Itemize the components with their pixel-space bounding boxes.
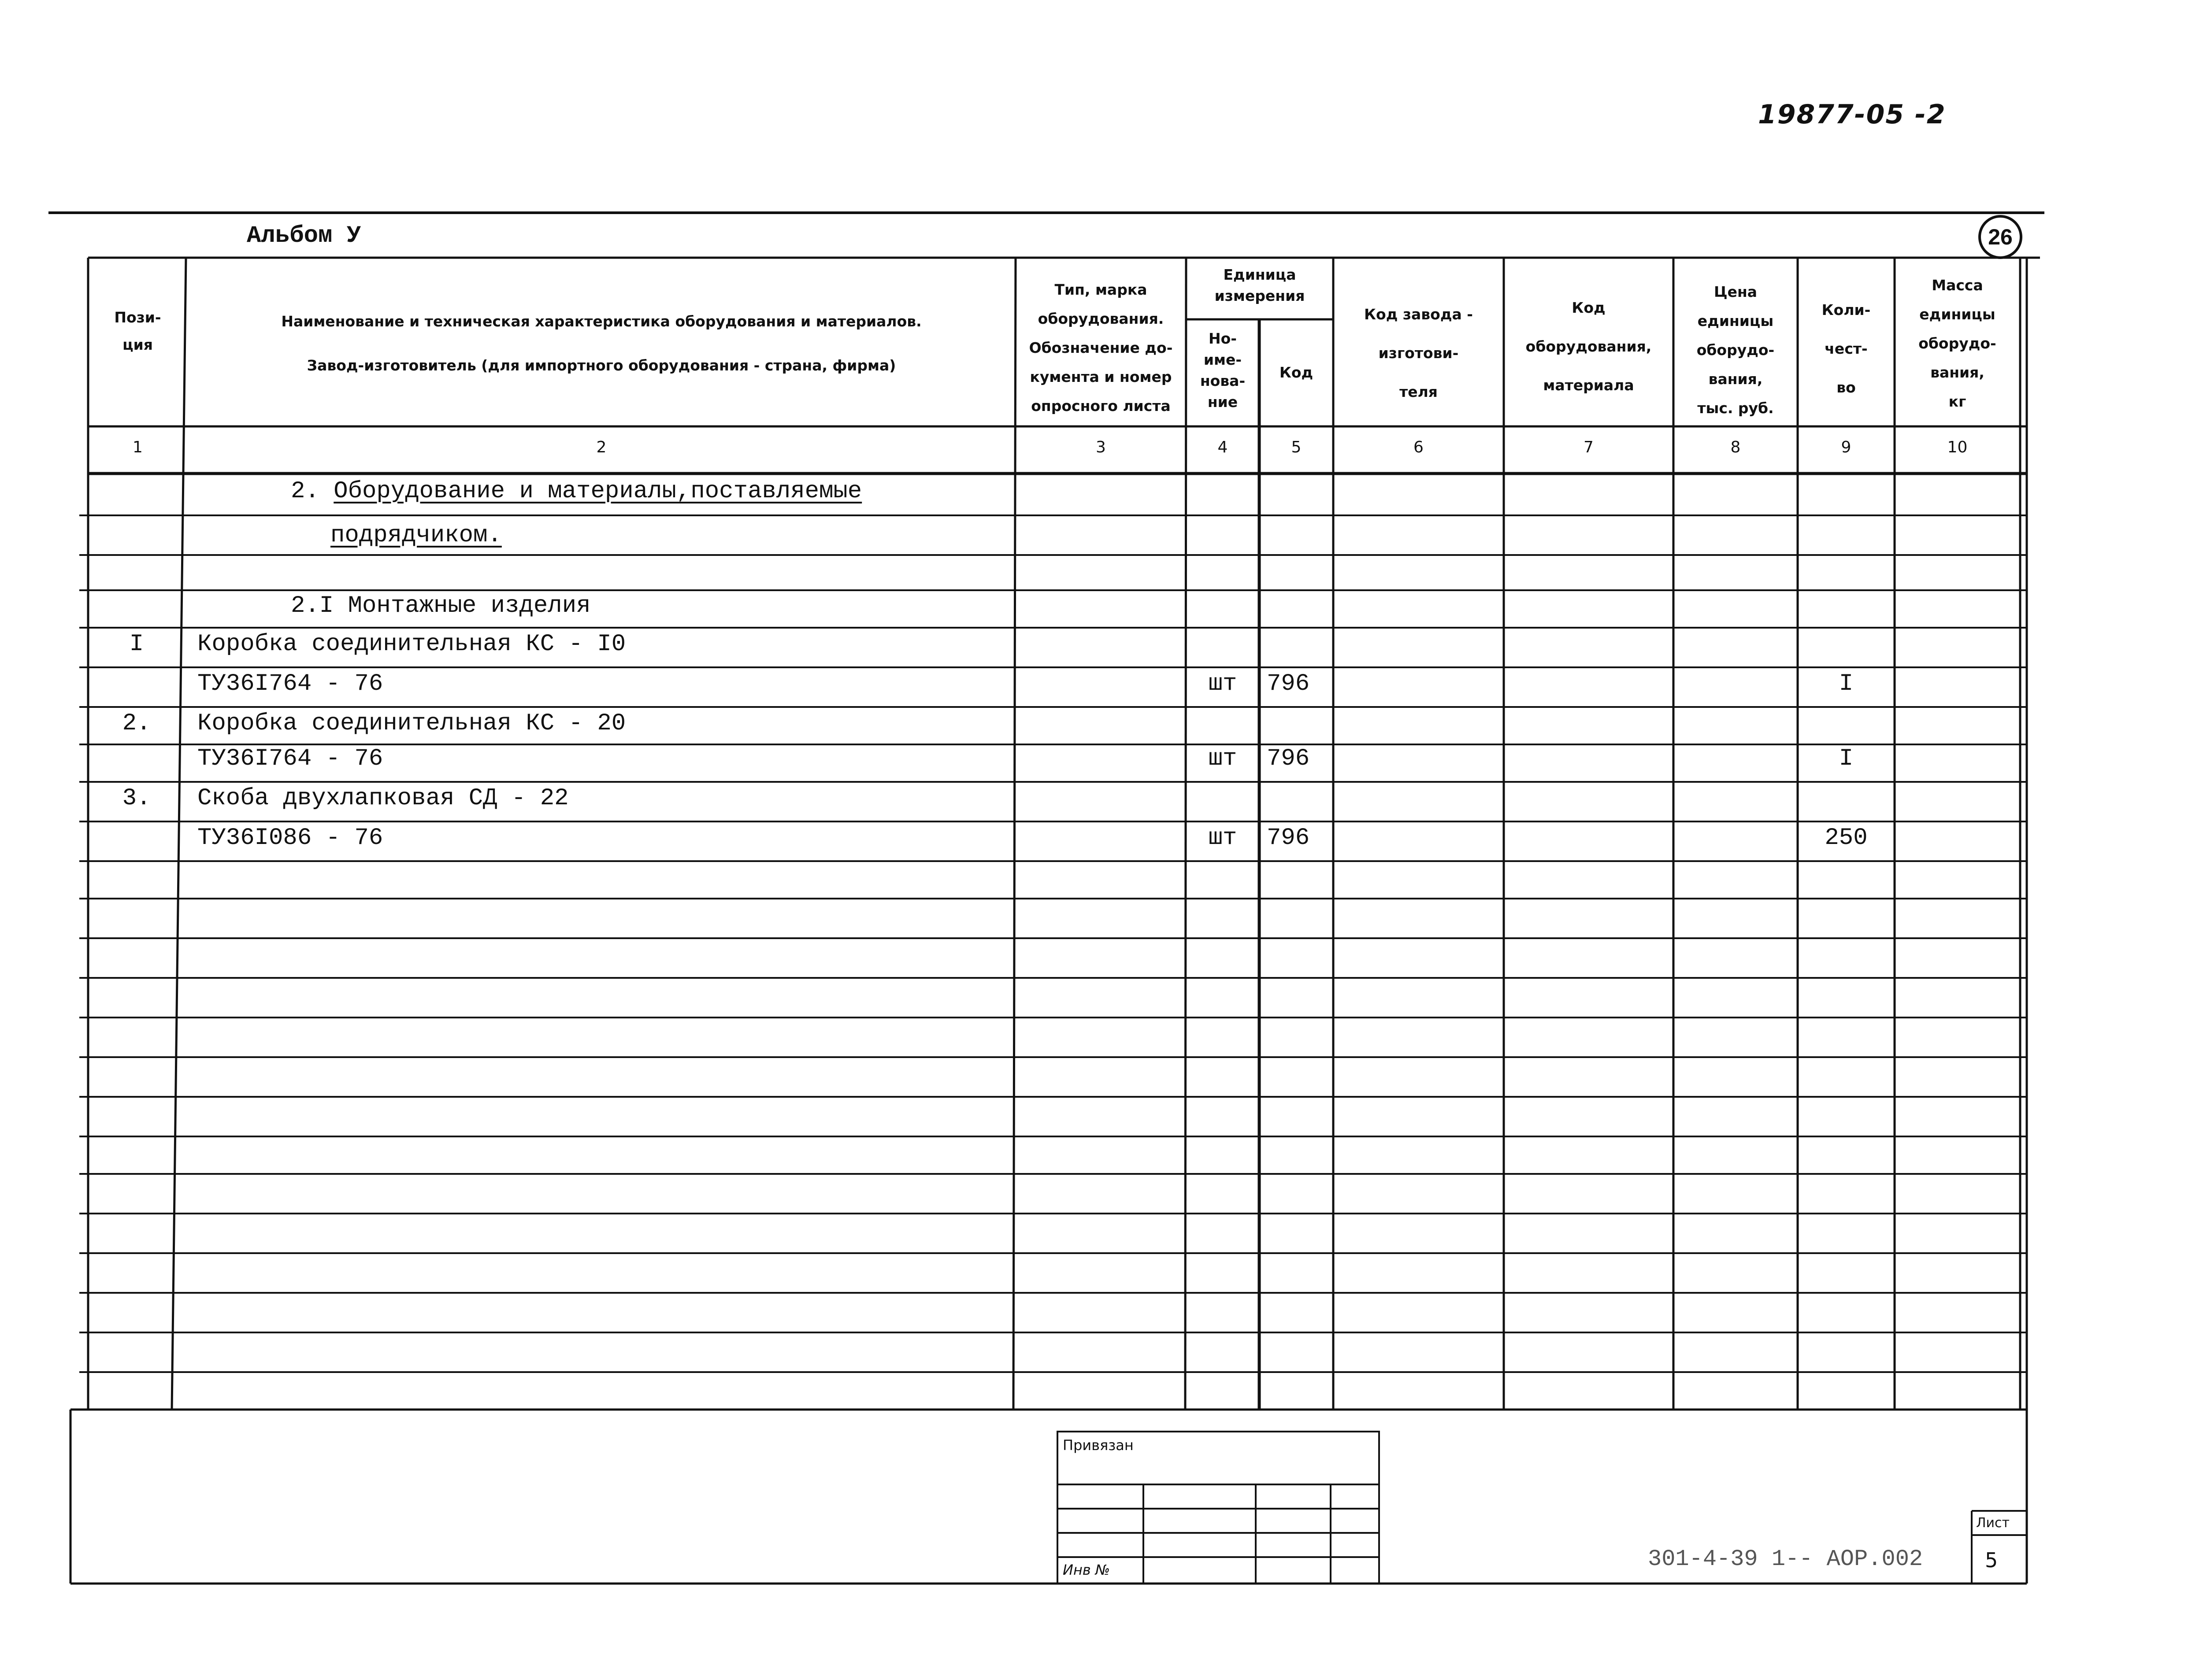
- column-number-5: 5: [1291, 438, 1302, 456]
- section-title-continued: подрядчиком.: [330, 522, 502, 549]
- header-unit-mass: Масса единицы оборудо- вания, кг: [1918, 277, 1996, 410]
- stamp-sheet-number: 5: [1985, 1548, 1998, 1572]
- column-number-3: 3: [1096, 438, 1106, 456]
- item-1-name: Коробка соединительная КС - I0: [197, 631, 626, 658]
- column-number-2: 2: [596, 438, 607, 456]
- item-3-unit: шт: [1208, 825, 1237, 851]
- subsection-title: 2.I Монтажные изделия: [291, 592, 591, 619]
- sheet-circle-number: 26: [1978, 215, 2022, 259]
- item-3-doc: ТУ36I086 - 76: [197, 825, 383, 851]
- item-2-code: 796: [1267, 745, 1310, 772]
- item-3-name: Скоба двухлапковая СД - 22: [197, 785, 569, 812]
- item-3-position: 3.: [122, 785, 151, 812]
- item-1-code: 796: [1267, 670, 1310, 697]
- item-2-qty: I: [1839, 745, 1854, 772]
- column-number-4: 4: [1217, 438, 1228, 456]
- header-unit-group: Единица измерения: [1214, 266, 1305, 304]
- item-3-code: 796: [1267, 825, 1310, 851]
- section-title: [291, 478, 862, 505]
- stamp-attached-label: Привязан: [1063, 1437, 1134, 1454]
- header-unit-code: Код: [1279, 364, 1313, 381]
- header-position: Пози- ция: [114, 309, 161, 353]
- header-quantity: Коли- чест- во: [1821, 301, 1871, 396]
- header-unit-name: Но- име- нова- ние: [1200, 330, 1246, 411]
- stamp-inv-label: Инв №: [1063, 1562, 1110, 1578]
- column-number-9: 9: [1841, 438, 1851, 456]
- column-number-10: 10: [1947, 438, 1968, 456]
- section-title-text: Оборудование и материалы,поставляемые: [334, 478, 862, 505]
- column-number-8: 8: [1730, 438, 1741, 456]
- header-equipment-code: Код оборудования, материала: [1525, 299, 1652, 394]
- item-2-position: 2.: [122, 710, 151, 737]
- header-name: Наименование и техническая характеристика оборудования и материалов. Завод-изготовитель (для импортного оборудования - страна, фирма): [281, 313, 922, 374]
- item-1-unit: шт: [1208, 670, 1237, 697]
- item-1-doc: ТУ36I764 - 76: [197, 670, 383, 697]
- stamp-sheet-label: Лист: [1976, 1515, 2010, 1531]
- header-type: Тип, марка оборудования. Обозначение до- кумента и номер опросного листа: [1029, 281, 1173, 414]
- column-number-1: 1: [133, 438, 143, 456]
- column-number-6: 6: [1413, 438, 1424, 456]
- header-unit-price: Цена единицы оборудо- вания, тыс. руб.: [1696, 283, 1775, 417]
- column-number-7: 7: [1584, 438, 1594, 456]
- item-2-doc: ТУ36I764 - 76: [197, 745, 383, 772]
- header-factory-code: Код завода - изготови- теля: [1364, 306, 1473, 400]
- album-title: Альбом У: [247, 222, 361, 249]
- item-1-position: I: [129, 631, 144, 658]
- section-title-number: 2.: [291, 478, 334, 505]
- item-3-qty: 250: [1825, 825, 1868, 851]
- item-1-qty: I: [1839, 670, 1854, 697]
- stamp-document-code: 301-4-39 1-- АОР.002: [1648, 1546, 1923, 1572]
- item-2-name: Коробка соединительная КС - 20: [197, 710, 626, 737]
- document-ref-number: 19877-05 -2: [1758, 99, 1946, 130]
- item-2-unit: шт: [1208, 745, 1237, 772]
